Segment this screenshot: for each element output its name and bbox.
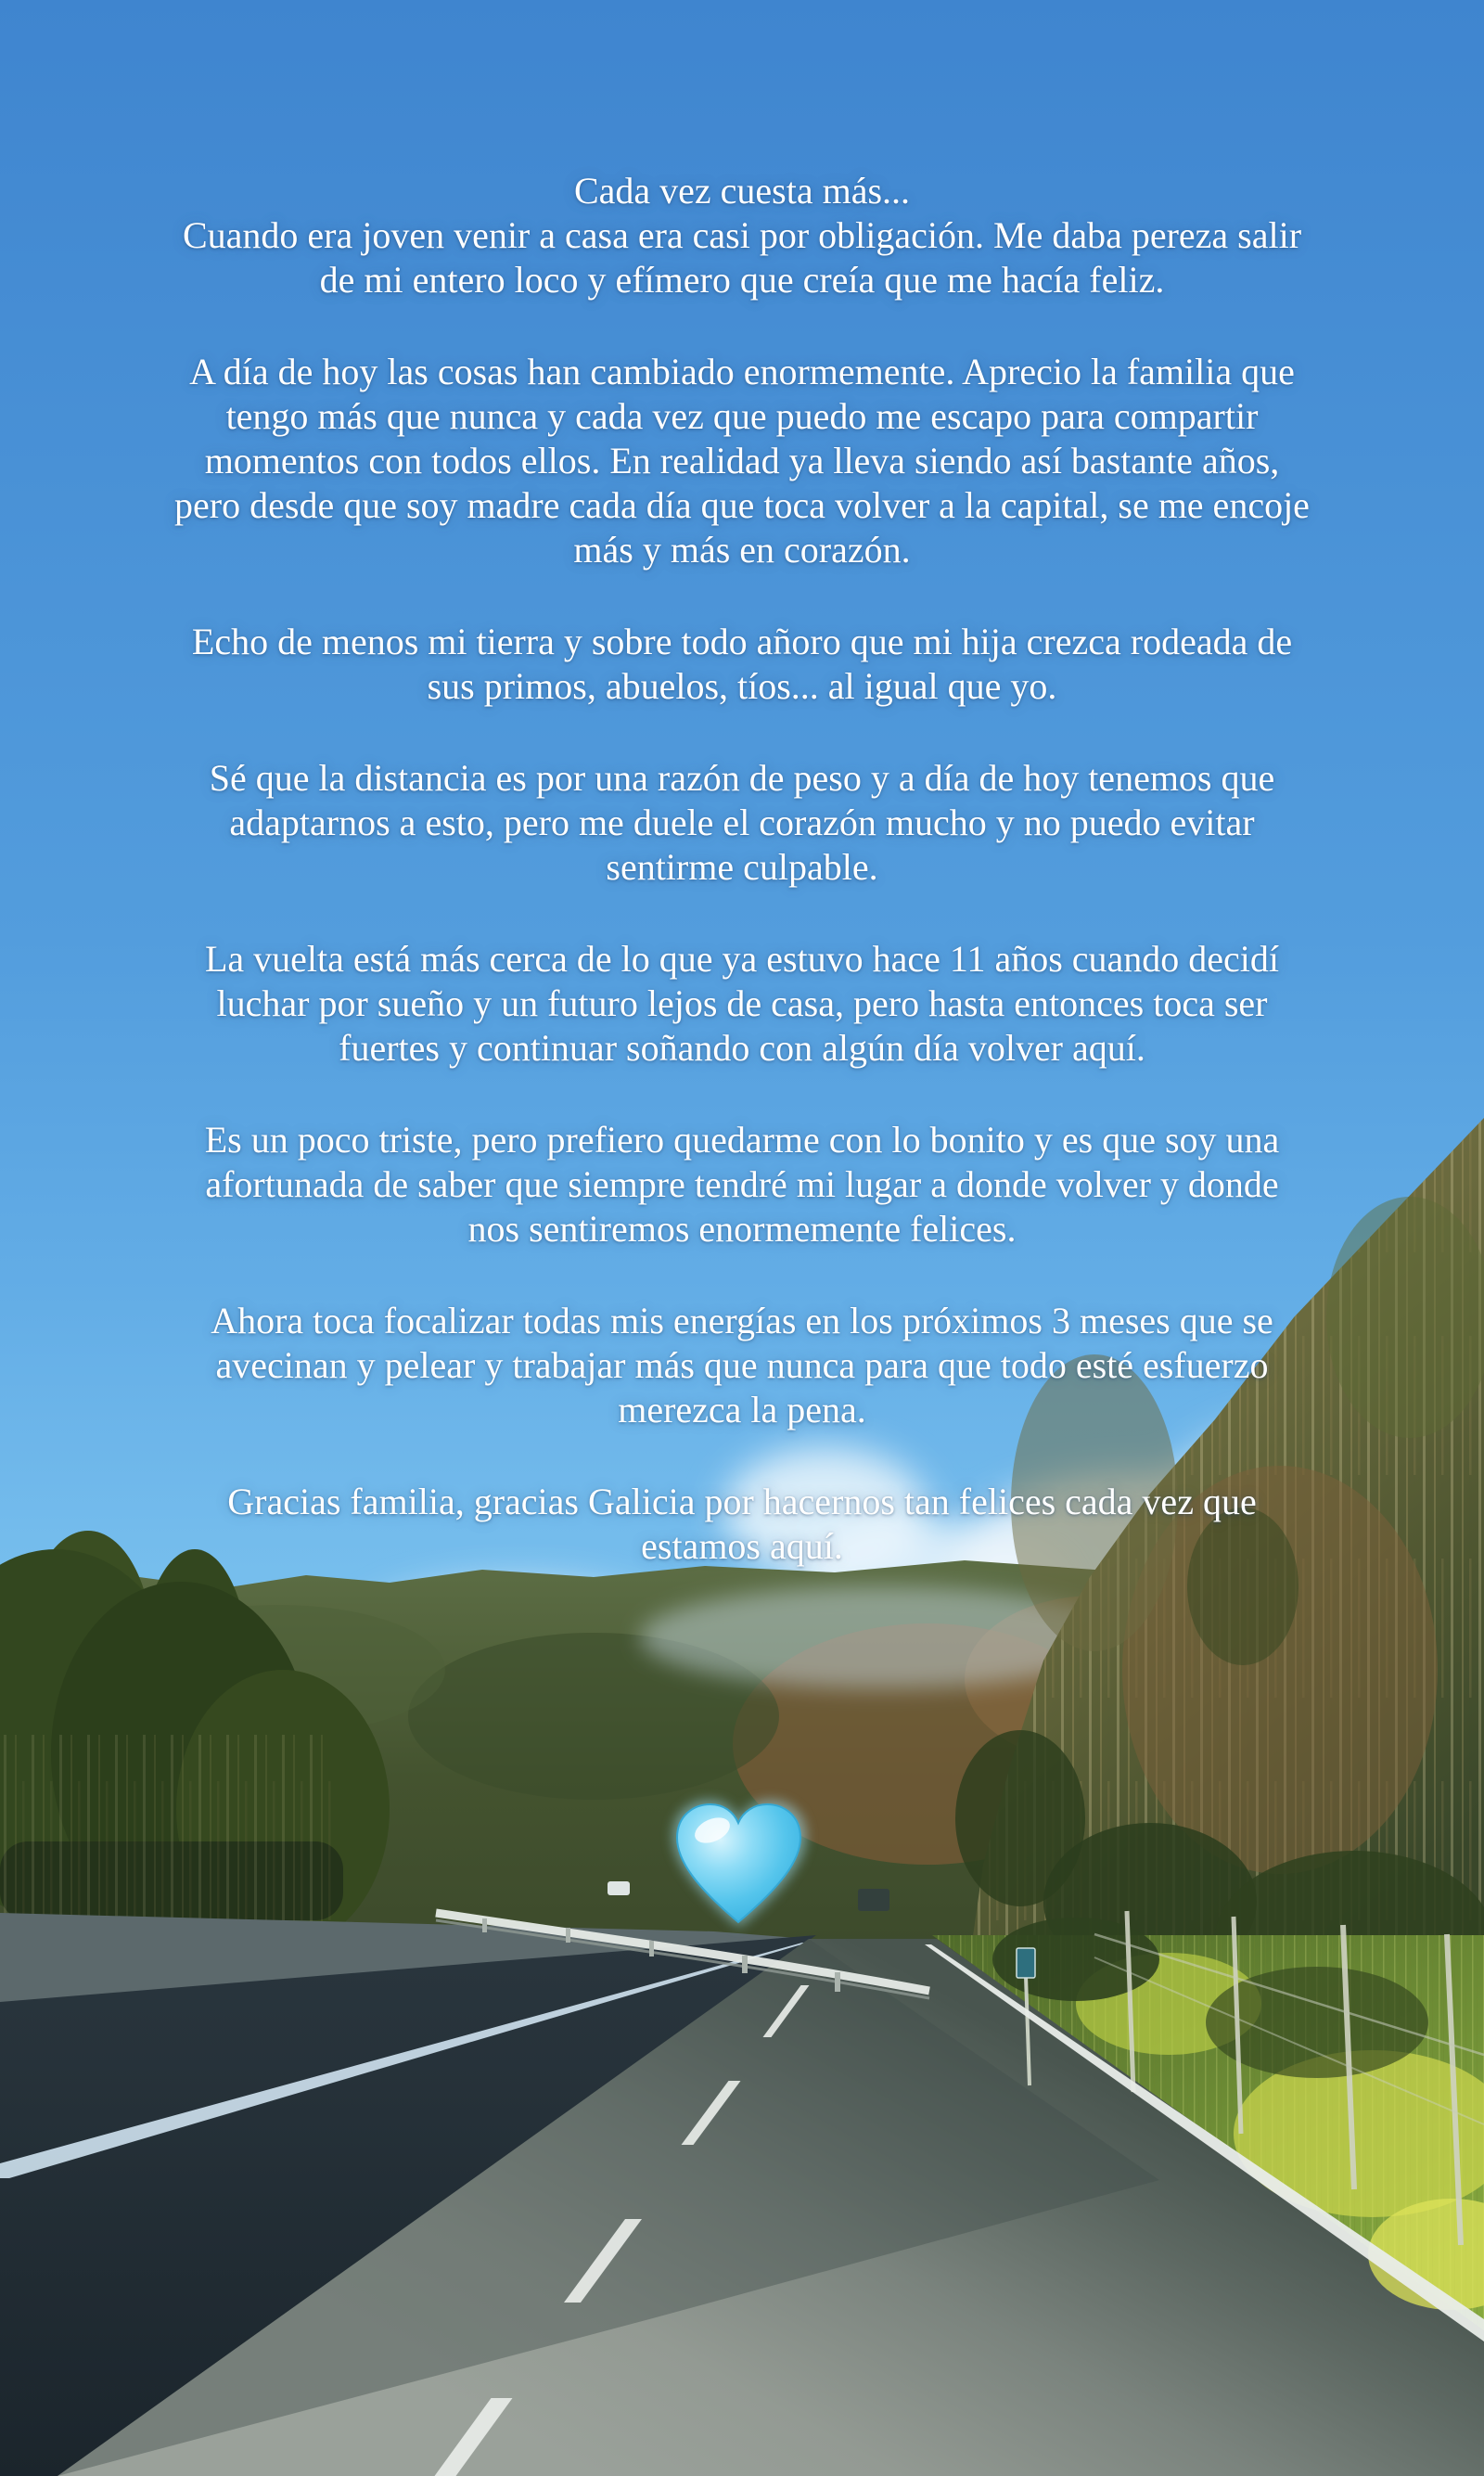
story-text-line: merezca la pena. <box>618 1389 866 1430</box>
story-text-line: pero desde que soy madre cada día que toca volver a la capital, se me encoje <box>174 484 1310 526</box>
story-text-line: estamos aquí. <box>641 1525 843 1567</box>
story-text-line: fuertes y continuar soñando con algún día volver aquí. <box>339 1027 1145 1069</box>
story-paragraph <box>0 169 1484 302</box>
story-paragraph <box>0 1299 1484 1432</box>
story-text-line: más y más en corazón. <box>573 529 911 571</box>
distant-vehicle <box>608 1881 630 1895</box>
story-text-line: avecinan y pelear y trabajar más que nunca para que todo esté esfuerzo <box>215 1344 1269 1386</box>
story-text-line: sus primos, abuelos, tíos... al igual que yo. <box>427 665 1057 707</box>
story-text-line: afortunada de saber que siempre tendré mi lugar a donde volver y donde <box>205 1163 1279 1205</box>
story-text-line: A día de hoy las cosas han cambiado enormemente. Aprecio la familia que <box>189 351 1295 392</box>
story-text-line: luchar por sueño y un futuro lejos de casa, pero hasta entonces toca ser <box>216 982 1268 1024</box>
story-text-line: Es un poco triste, pero prefiero quedarme con lo bonito y es que soy una <box>204 1119 1280 1161</box>
story-text <box>0 169 1484 1616</box>
story-text-line: La vuelta está más cerca de lo que ya estuvo hace 11 años cuando decidí <box>204 938 1280 980</box>
story-paragraph <box>0 350 1484 572</box>
story-paragraph <box>0 756 1484 890</box>
story-paragraph <box>0 1480 1484 1569</box>
story-paragraph <box>0 937 1484 1071</box>
story-text-line: Ahora toca focalizar todas mis energías en los próximos 3 meses que se <box>211 1300 1273 1341</box>
story-text-line: Sé que la distancia es por una razón de peso y a día de hoy tenemos que <box>209 757 1275 799</box>
story-text-line: adaptarnos a esto, pero me duele el corazón mucho y no puedo evitar <box>229 802 1255 843</box>
story-text-line: momentos con todos ellos. En realidad ya lleva siendo así bastante años, <box>204 440 1280 481</box>
story-text-line: nos sentiremos enormemente felices. <box>467 1208 1017 1250</box>
story-paragraph <box>0 620 1484 709</box>
story-text-line: sentirme culpable. <box>606 846 878 888</box>
story-paragraph <box>0 1118 1484 1251</box>
story-text-line: Cuando era joven venir a casa era casi por obligación. Me daba pereza salir <box>182 214 1302 256</box>
story-text-line: de mi entero loco y efímero que creía que me hacía feliz. <box>319 259 1165 301</box>
story-text-line: Echo de menos mi tierra y sobre todo añoro que mi hija crezca rodeada de <box>191 621 1293 662</box>
story-text-line: tengo más que nunca y cada vez que puedo me escapo para compartir <box>225 395 1259 437</box>
story-text-line: Gracias familia, gracias Galicia por hacernos tan felices cada vez que <box>227 1481 1257 1522</box>
story-text-line: Cada vez cuesta más... <box>573 170 911 212</box>
